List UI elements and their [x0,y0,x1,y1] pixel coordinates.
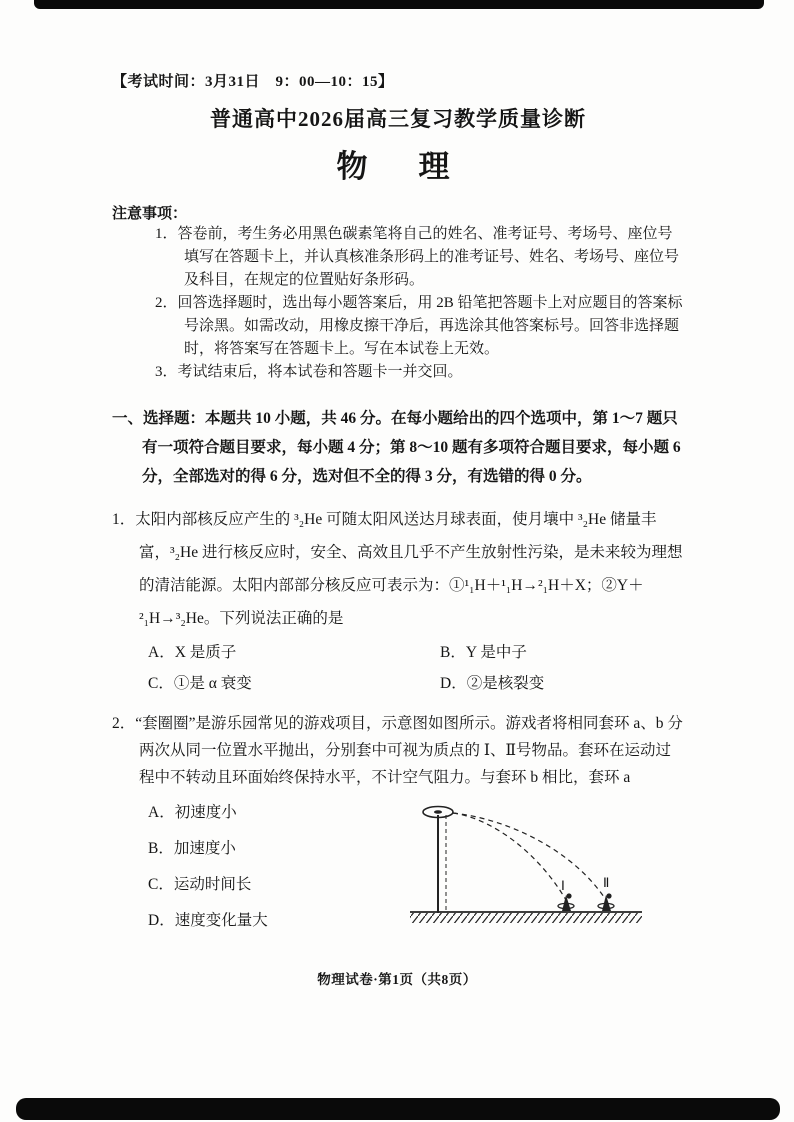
question-1-text: 1．太阳内部核反应产生的 ³₂He 可随太阳风送达月球表面，使月壤中 ³₂He 储量丰富，³₂He 进行核反应时，安全、高效且几乎不产生放射性污染，是未来较为理想的清洁能源。太阳内部部分核反应可表示为：①¹₁H＋¹₁H→²₁H＋X；②Y＋²₁H→³₂He。下列说法正确的是 [112,511,683,627]
q1-option-a: A．X 是质子 [148,644,237,661]
question-1-options [112,638,684,698]
q2-option-d: D．速度变化量大 [148,912,268,929]
page-footer: 物理试卷·第1页（共8页） [317,972,477,987]
page-title: 普通高中2026届高三复习教学质量诊断 [210,107,586,131]
q1-option-b: B．Y 是中子 [440,644,527,661]
question-2-options [112,795,412,942]
launch-ring-hub [434,810,442,814]
target-item-2 [598,893,614,911]
target-item-1 [558,893,574,911]
subject-title: 物 理 [336,149,460,184]
notice-heading: 注意事项： [112,206,188,222]
scan-edge-top [34,0,764,9]
q2-option-b: B．加速度小 [148,840,236,857]
label-item-2: Ⅱ [603,875,610,890]
q1-option-c: C．①是 α 衰变 [148,675,252,692]
notice-item-3: 3．考试结束后，将本试卷和答题卡一并交回。 [155,364,463,380]
question-2-body [112,795,684,942]
trajectory-b [453,813,606,900]
trajectory-a [453,813,566,900]
question-2-text: 2．“套圈圈”是游乐园常见的游戏项目，示意图如图所示。游戏者将相同套环 a、b 分两次从同一位置水平抛出，分别套中可视为质点的 Ⅰ、Ⅱ号物品。套环在运动过程中不转动且环面始终保持水平，不计空气阻力。与套环 b 相比，套环 a [112,715,683,786]
exam-time-label: 【考试时间：3月31日 9：00—10：15】 [112,74,394,90]
q1-option-d: D．②是核裂变 [440,675,545,692]
q2-option-c: C．运动时间长 [148,876,252,893]
ground-hatching [410,913,642,923]
section-1-heading: 一、选择题：本题共 10 小题，共 46 分。在每小题给出的四个选项中，第 1～7 题只有一项符合题目要求，每小题 4 分；第 8～10 题有多项符合题目要求，每小题 6 分，全部选对的得 6 分，选对但不全的得 3 分，有选错的得 0 分。 [112,410,681,485]
scan-edge-bottom [16,1098,780,1120]
question-2-figure [404,795,648,942]
notice-item-2: 2．回答选择题时，选出每小题答案后，用 2B 铅笔把答题卡上对应题目的答案标号涂黑。如需改动，用橡皮擦干净后，再选涂其他答案标号。回答非选择题时，将答案写在答题卡上。写在本试卷上无效。 [155,295,683,357]
notice-item-1: 1．答卷前，考生务必用黑色碳素笔将自己的姓名、准考证号、考场号、座位号填写在答题卡上，并认真核准条形码上的准考证号、姓名、考场号、座位号及科目，在规定的位置贴好条形码。 [155,226,680,288]
projectile-diagram [404,799,648,937]
q2-option-a: A．初速度小 [148,804,237,821]
page-content [112,70,684,942]
label-item-1: Ⅰ [561,878,565,893]
